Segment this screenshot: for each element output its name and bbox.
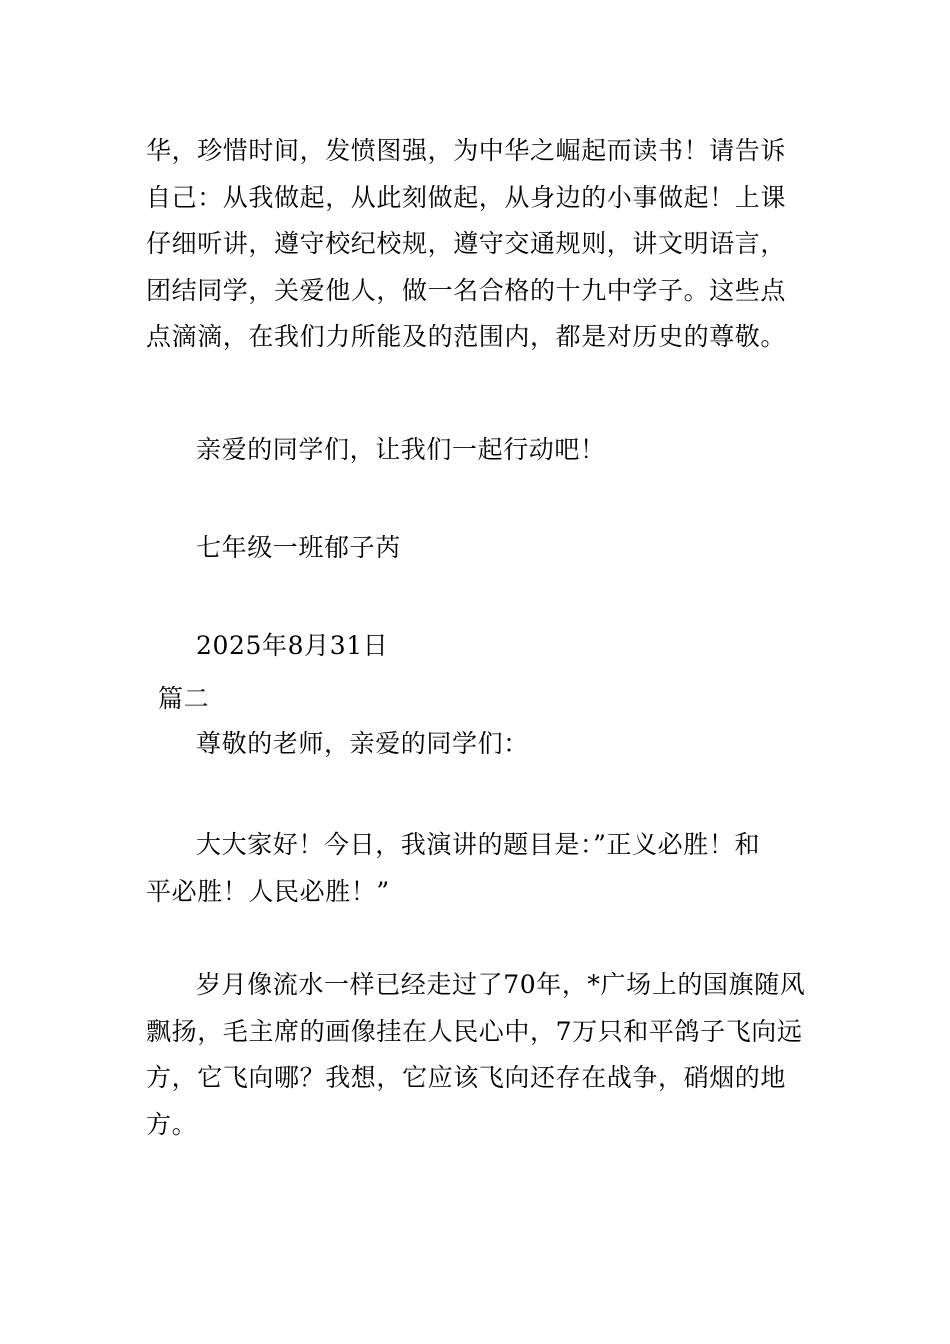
signature-text: 七年级一班郁子芮: [196, 533, 401, 562]
date-paragraph: [146, 623, 816, 670]
closing-call-paragraph: [146, 427, 816, 474]
opening-paragraph: [146, 822, 816, 915]
text-line: 点滴滴，在我们力所能及的范围内，都是对历史的尊敬。: [146, 322, 787, 351]
text-line: 大大家好！今日，我演讲的题目是：”正义必胜！和: [196, 830, 761, 859]
text-line: 方，它飞向哪？我想，它应该飞向还存在战争，硝烟的地: [146, 1063, 787, 1092]
section-heading: [158, 676, 828, 723]
paragraph-continued: [146, 128, 816, 361]
text-line: 仔细听讲，遵守校纪校规，遵守交通规则，讲文明语言，: [146, 229, 787, 258]
text-line: 平必胜！人民必胜！”: [146, 876, 390, 906]
greeting-text: 尊敬的老师，亲爱的同学们：: [196, 729, 529, 758]
text-line: 飘扬，毛主席的画像挂在人民心中，7万只和平鸽子飞向远: [146, 1016, 803, 1046]
text-line: 自己：从我做起，从此刻做起，从身边的小事做起！上课: [146, 182, 787, 212]
text-line: 方。: [146, 1109, 198, 1139]
signature-paragraph: [146, 525, 816, 572]
body-paragraph: [146, 962, 816, 1148]
greeting-paragraph: [146, 721, 816, 768]
date-text: 2025年8月31日: [196, 631, 389, 660]
text-line: 岁月像流水一样已经走过了70年，*广场上的国旗随风: [196, 970, 806, 999]
closing-call-text: 亲爱的同学们，让我们一起行动吧！: [196, 435, 606, 464]
text-line: 华，珍惜时间，发愤图强，为中华之崛起而读书！请告诉: [146, 136, 787, 165]
text-line: 团结同学，关爱他人，做一名合格的十九中学子。这些点: [146, 275, 787, 305]
section-title: 篇二: [158, 684, 210, 713]
